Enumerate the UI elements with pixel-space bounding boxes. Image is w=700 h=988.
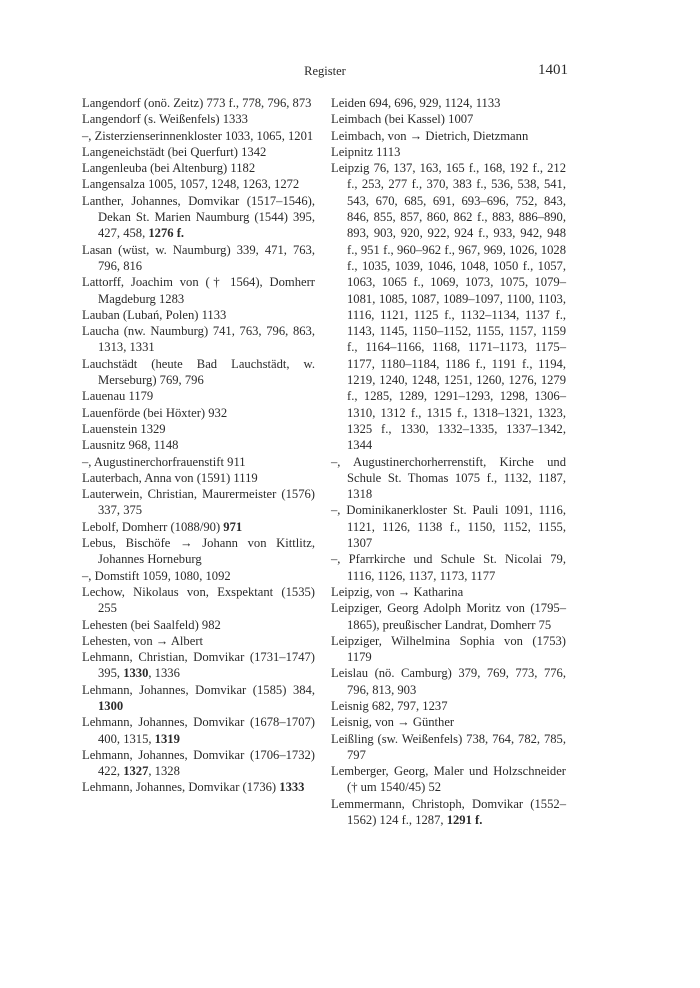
- index-entry: Lehmann, Christian, Domvikar (1731–1747) 395, 1330, 1336: [82, 650, 315, 681]
- index-entry: Leipziger, Wilhelmina Sophia von (1753) 1179: [331, 633, 566, 665]
- bold-page-reference: 1291 f.: [446, 813, 483, 828]
- bold-page-reference: 1319: [154, 731, 180, 746]
- bold-page-reference: 1330: [123, 666, 149, 681]
- index-entry: Lasan (wüst, w. Naumburg) 339, 471, 763, 796, 816: [82, 242, 315, 273]
- index-entry: –, Domstift 1059, 1080, 1092: [82, 568, 231, 583]
- index-entry: Laucha (nw. Naumburg) 741, 763, 796, 863, 1313, 1331: [82, 324, 315, 355]
- index-entry: –, Zisterzienserinnenkloster 1033, 1065, 1201: [82, 128, 314, 143]
- index-entry: –, Pfarrkirche und Schule St. Nicolai 79, 1116, 1126, 1137, 1173, 1177: [331, 552, 566, 583]
- index-column-left: [82, 95, 315, 796]
- index-entry: Lausnitz 968, 1148: [82, 438, 179, 453]
- index-entry: Lanther, Johannes, Domvikar (1517–1546), Dekan St. Marien Naumburg (1544) 395, 427, 458, 1276 f.: [82, 193, 315, 241]
- index-entry: Langenleuba (bei Altenburg) 1182: [82, 161, 256, 176]
- index-entry: Lehmann, Johannes, Domvikar (1706–1732) 422, 1327, 1328: [82, 747, 315, 779]
- index-entry: Lehmann, Johannes, Domvikar (1736) 1333: [82, 780, 305, 795]
- index-entry: Lauenförde (bei Höxter) 932: [82, 405, 228, 420]
- index-entry: Lemberger, Georg, Maler und Holzschneider († um 1540/45) 52: [331, 764, 566, 795]
- index-entry: Lauterbach, Anna von (1591) 1119: [82, 470, 258, 485]
- index-entry: Langendorf (s. Weißenfels) 1333: [82, 112, 248, 127]
- running-head: [82, 62, 568, 80]
- index-column-right: [331, 95, 566, 828]
- index-entry: Lauenstein 1329: [82, 421, 166, 436]
- bold-page-reference: 971: [223, 519, 243, 534]
- bold-page-reference: 1327: [123, 764, 149, 779]
- bold-page-reference: 1300: [98, 698, 124, 713]
- bold-page-reference: 1276 f.: [148, 226, 185, 241]
- index-entry: Langendorf (onö. Zeitz) 773 f., 778, 796, 873: [82, 96, 312, 110]
- index-entry: Lemmermann, Christoph, Domvikar (1552–1562) 124 f., 1287, 1291 f.: [331, 796, 566, 828]
- index-entry: –, Augustinerchorfrauenstift 911: [82, 454, 246, 469]
- index-entry: Leipzig 76, 137, 163, 165 f., 168, 192 f., 212 f., 253, 277 f., 370, 383 f., 536, 538, 541, 543, 670, 685, 691, 693–696, 752, 843, 846, 855, 857, 860, 862 f., 883, 886–890, 893, 903, 920, 922, 924 f., 933, 942, 948 f., 951 f., 960–962 f., 967, 969, 1026, 1028 f., 1035, 1039, 1046, 1048, 1050 f., 1057, 1063, 1065 f., 1069, 1073, 1075, 1079–1081, 1085, 1087, 1089–1097, 1100, 1103, 1116, 1121, 1125 f., 1132–1134, 1137 f., 1143, 1145, 1150–1152, 1155, 1157, 1159 f., 1164–1166, 1168, 1171–1173, 1175–1177, 1180–1184, 1186 f., 1191 f., 1194, 1219, 1240, 1248, 1251, 1260, 1276, 1279 f., 1285, 1289, 1291–1293, 1298, 1306–1310, 1312 f., 1315 f., 1318–1321, 1323, 1325 f., 1330, 1332–1335, 1337–1342, 1344: [331, 161, 566, 453]
- index-entry: Lauban (Lubań, Polen) 1133: [82, 307, 227, 322]
- index-entry: Lehmann, Johannes, Domvikar (1678–1707) 400, 1315, 1319: [82, 715, 315, 746]
- index-entry: Leimbach (bei Kassel) 1007: [331, 112, 474, 127]
- index-entry: Leimbach, von → Dietrich, Dietzmann: [331, 128, 529, 143]
- index-entry: –, Dominikanerkloster St. Pauli 1091, 1116, 1121, 1126, 1138 f., 1150, 1152, 1155, 1307: [331, 503, 566, 551]
- index-entry: Lauenau 1179: [82, 389, 154, 404]
- index-entry: Lauchstädt (heute Bad Lauchstädt, w. Merseburg) 769, 796: [82, 356, 315, 388]
- index-entry: Lebus, Bischöfe → Johann von Kittlitz, Johannes Horneburg: [82, 536, 315, 567]
- index-entry: Leißling (sw. Weißenfels) 738, 764, 782, 785, 797: [331, 731, 566, 762]
- bold-page-reference: 1333: [279, 780, 305, 795]
- index-entry: Lebolf, Domherr (1088/90) 971: [82, 519, 243, 534]
- page-number: 1401: [538, 62, 568, 78]
- index-entry: Leislau (nö. Camburg) 379, 769, 773, 776, 796, 813, 903: [331, 666, 566, 697]
- index-entry: Lehesten (bei Saalfeld) 982: [82, 617, 221, 632]
- index-entry: Leipnitz 1113: [331, 144, 401, 159]
- running-head-title: Register: [304, 64, 346, 78]
- index-entry: Leisnig 682, 797, 1237: [331, 698, 448, 713]
- index-entry: Langensalza 1005, 1057, 1248, 1263, 1272: [82, 177, 300, 192]
- index-entry: Leipziger, Georg Adolph Moritz von (1795–1865), preußischer Landrat, Domherr 75: [331, 601, 566, 632]
- index-entry: Lechow, Nikolaus von, Exspektant (1535) 255: [82, 584, 315, 616]
- index-entry: Lattorff, Joachim von († 1564), Domherr Magdeburg 1283: [82, 275, 315, 306]
- index-entry: Lehmann, Johannes, Domvikar (1585) 384, 1300: [82, 682, 315, 713]
- index-entry: Lehesten, von → Albert: [82, 633, 204, 648]
- index-entry: Lauterwein, Christian, Maurermeister (1576) 337, 375: [82, 487, 315, 518]
- index-entry: –, Augustinerchorherrenstift, Kirche und Schule St. Thomas 1075 f., 1132, 1187, 1318: [331, 454, 566, 502]
- index-entry: Leisnig, von → Günther: [331, 715, 455, 730]
- index-entry: Leiden 694, 696, 929, 1124, 1133: [331, 96, 501, 110]
- index-entry: Leipzig, von → Katharina: [331, 584, 464, 599]
- index-entry: Langeneichstädt (bei Querfurt) 1342: [82, 144, 267, 159]
